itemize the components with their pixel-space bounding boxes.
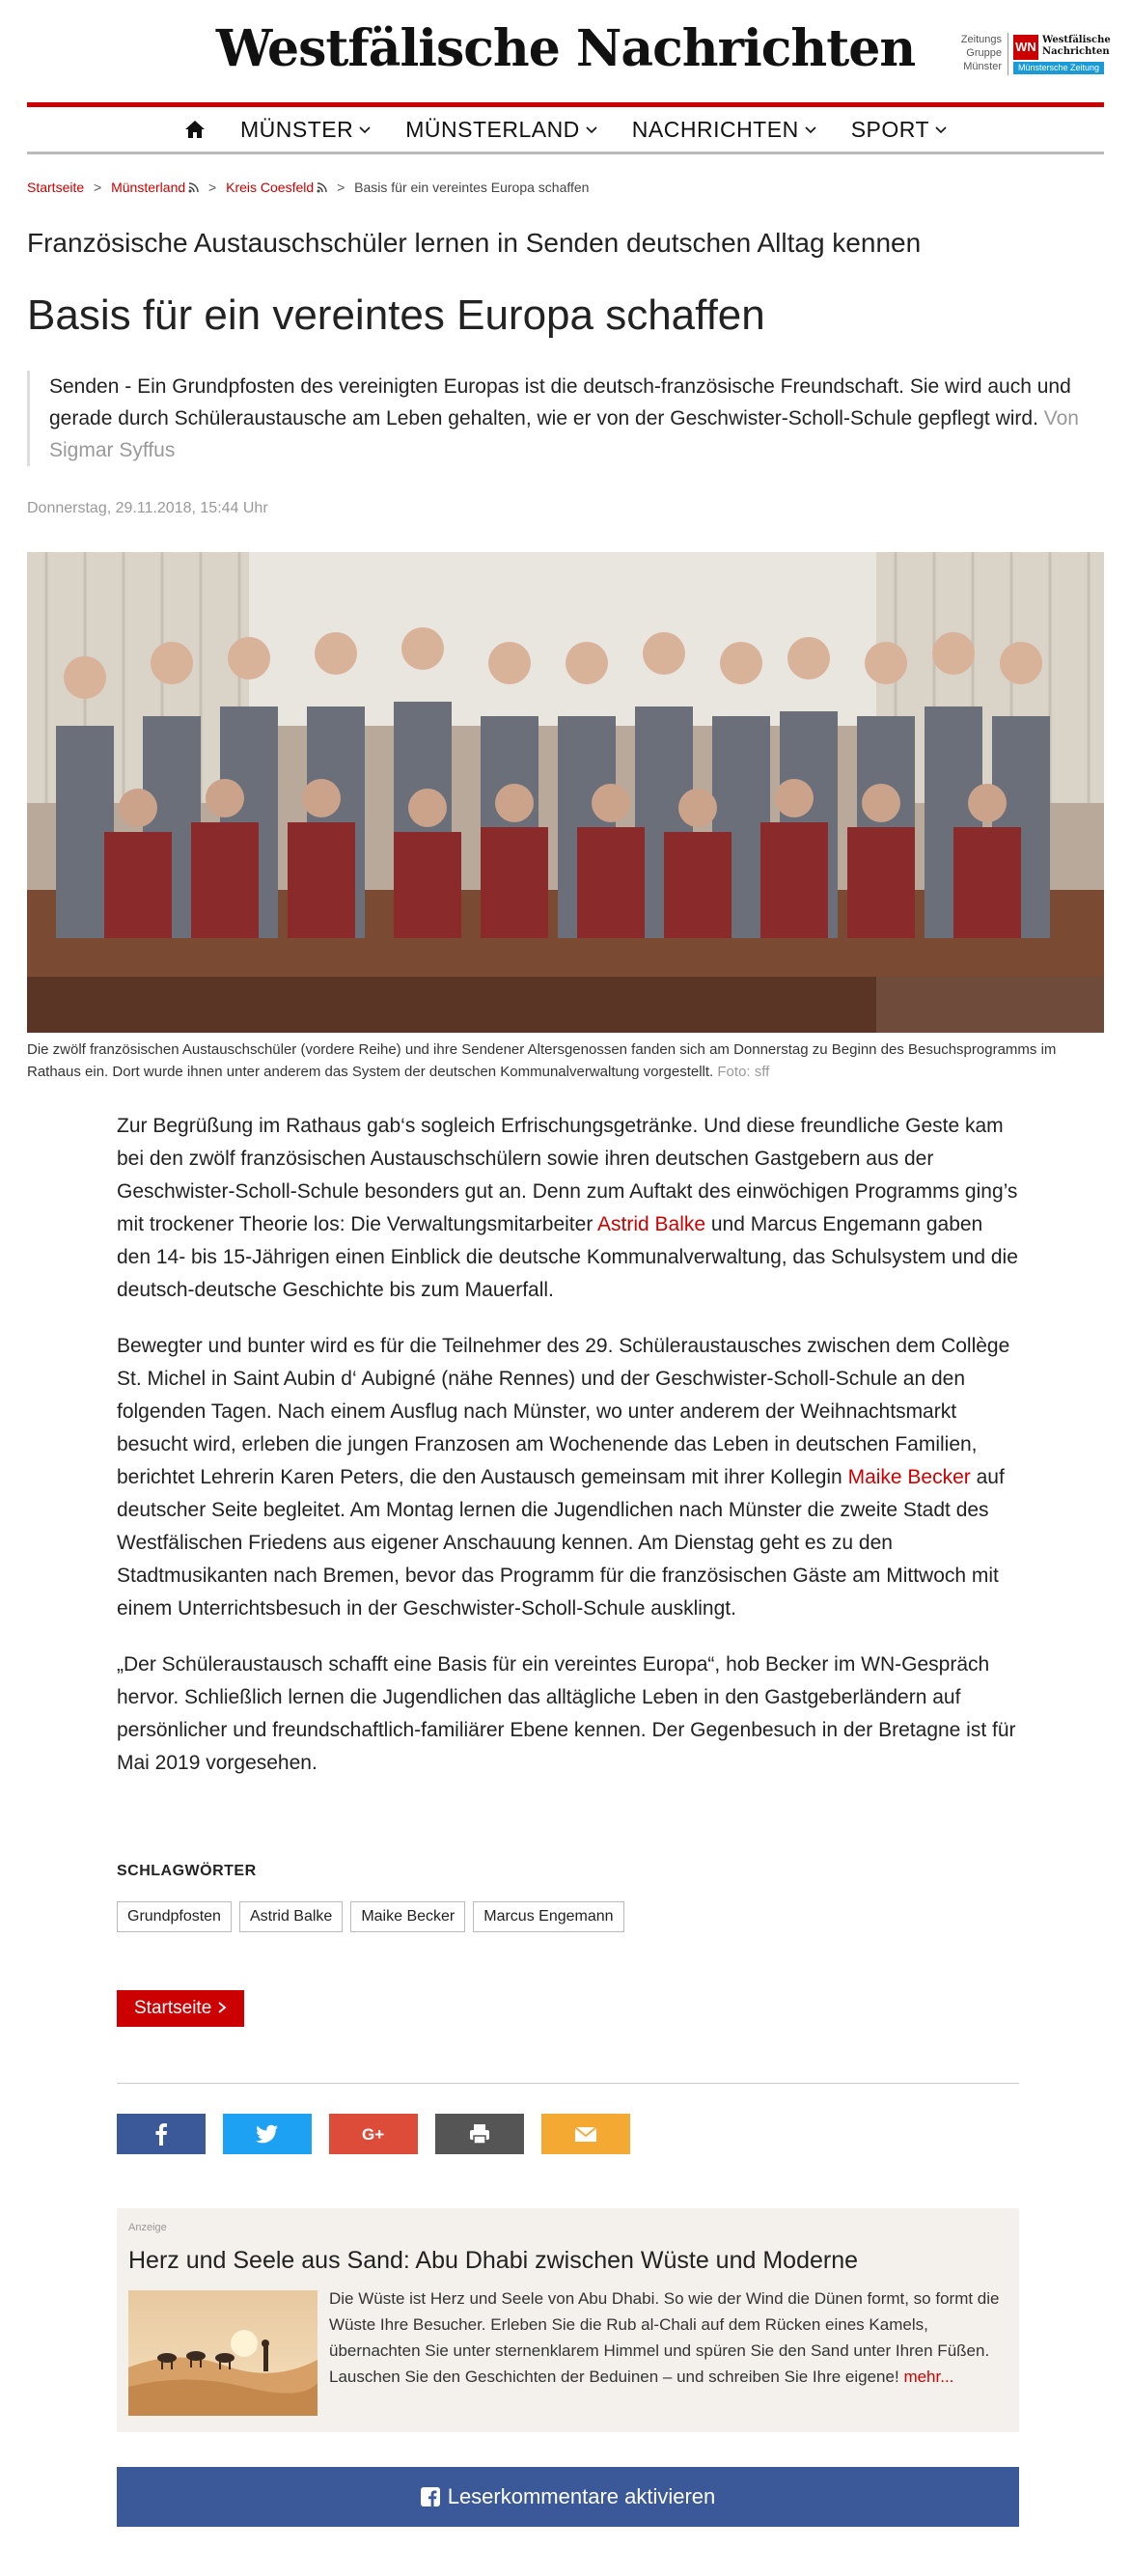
breadcrumb: [27, 180, 589, 195]
paragraph: „Der Schüleraustausch schafft eine Basis für ein vereintes Europa“, hob Becker im WN-Gespräch hervor. Schließlich lernen die Jugendlichen das alltägliche Leben in den Gastgeberländern auf persönlicher und freundschaftlich-familiärer Ebene kennen. Der Gegenbesuch in der Bretagne ist für Mai 2019 vorgesehen.: [117, 1653, 1016, 1774]
photo-caption: Die zwölf französischen Austauschschüler (vordere Reihe) und ihre Sendener Altersgenossen fanden sich am Donnerstag zu Beginn des Besuchsprogramms im Rathaus ein. Dort wurde ihnen unter anderem das System der deutschen Kommunalverwaltung vorgestellt. Foto: sff: [27, 1041, 1057, 1080]
ad-text: Die Wüste ist Herz und Seele von Abu Dhabi. So wie der Wind die Dünen formt, so formt die Wüste Ihre Besucher. Erleben Sie die Rub al-Chali auf dem Rücken eines Kamels, übernachten Sie unter sternenklarem Himmel und spüren Sie den Sand unter Ihren Füßen. Lauschen Sie den Geschichten der Beduinen – und schreiben Sie Ihre eigene! mehr...: [329, 2289, 1000, 2386]
nav-item-muenster[interactable]: MÜNSTER: [240, 117, 371, 143]
group-photo-image: [27, 552, 1104, 1033]
article-body: [117, 1110, 1019, 1803]
share-bar: [117, 2114, 630, 2154]
tags-title: SCHLAGWÖRTER: [117, 1863, 257, 1879]
print-button[interactable]: [435, 2114, 524, 2154]
article-author: Von Sigmar Syffus: [49, 407, 1079, 461]
home-button[interactable]: Startseite: [117, 1990, 244, 2027]
site-logo[interactable]: Westfälische Nachrichten: [215, 19, 916, 78]
chevron-down-icon: [359, 124, 371, 135]
tag-astrid-balke[interactable]: Astrid Balke: [239, 1901, 343, 1932]
lead-text: Senden - Ein Grundpfosten des vereinigten Europas ist die deutsch-französische Freundschaft. Sie wird auch und gerade durch Schüleraustausche am Leben gehalten, wie er von der Geschwister-Scholl-Schule gepflegt wird.: [49, 375, 1071, 429]
brand-mz-label: Münstersche Zeitung: [1013, 62, 1104, 74]
paragraph: Bewegter und bunter wird es für die Teilnehmer des 29. Schüleraustausches zwischen dem Collège St. Michel in Saint Aubin d‘ Aubigné (nähe Rennes) und der Geschwister-Scholl-Schule an den folgenden Tagen. Nach einem Ausflug nach Münster, wo unter anderem der Weihnachtsmarkt besucht wird, erleben die jungen Franzosen am Wochenende das Leben in deutschen Familien, berichtet Lehrerin Karen Peters, die den Austausch gemeinsam mit ihrer Kollegin Maike Becker auf deutscher Seite begleitet. Am Montag lernen die Jugendlichen nach Münster die zweite Stadt des Westfälischen Friedens aus eigener Anschauung kennen. Am Dienstag geht es zu den Stadtmusikanten nach Bremen, bevor das Programm für die französischen Gäste am Mittwoch mit einem Unterrichtsbesuch in der Geschwister-Scholl-Schule ausklingt.: [117, 1335, 1010, 1620]
nav-item-nachrichten[interactable]: NACHRICHTEN: [632, 117, 816, 143]
facebook-icon: [421, 2487, 440, 2507]
chevron-down-icon: [586, 124, 597, 135]
chevron-down-icon: [935, 124, 947, 135]
twitter-icon: [255, 2121, 280, 2147]
home-icon[interactable]: [184, 120, 206, 139]
brand-wn-name: Westfälische Nachrichten: [1042, 35, 1111, 57]
tag-grundpfosten[interactable]: Grundpfosten: [117, 1901, 232, 1932]
article-photo[interactable]: [27, 552, 1104, 1033]
ad-title[interactable]: Herz und Seele aus Sand: Abu Dhabi zwischen Wüste und Moderne: [128, 2247, 859, 2274]
email-icon: [573, 2121, 598, 2147]
share-twitter-button[interactable]: [223, 2114, 312, 2154]
desert-camel-image: [128, 2290, 318, 2416]
nav-item-sport[interactable]: SPORT: [851, 117, 947, 143]
breadcrumb-separator: >: [208, 180, 217, 195]
paragraph: Zur Begrüßung im Rathaus gab‘s sogleich Erfrischungsgetränke. Und diese freundliche Geste kam bei den zwölf französischen Austauschschülern sowie ihren deutschen Gastgebern aus der Geschwister-Scholl-Schule besonders gut an. Denn zum Auftakt des einwöchigen Programms ging’s mit trockener Theorie los: Die Verwaltungsmitarbeiter Astrid Balke und Marcus Engemann gaben den 14- bis 15-Jährigen einen Einblick die deutsche Kommunalverwaltung, das Schulsystem und die deutsch-deutsche Geschichte bis zum Mauerfall.: [117, 1115, 1018, 1301]
ad-more-link[interactable]: mehr...: [903, 2368, 954, 2386]
nav-item-muensterland[interactable]: MÜNSTERLAND: [405, 117, 597, 143]
breadcrumb-current: Basis für ein vereintes Europa schaffen: [354, 180, 590, 195]
tag-list: [117, 1901, 624, 1932]
divider: [117, 2083, 1019, 2084]
rss-icon[interactable]: [188, 182, 199, 193]
share-google-plus-button[interactable]: [329, 2114, 418, 2154]
breadcrumb-home[interactable]: Startseite: [27, 180, 85, 195]
main-nav: [27, 107, 1104, 154]
activate-comments-button[interactable]: Leserkommentare aktivieren: [117, 2467, 1019, 2527]
chevron-down-icon: [805, 124, 816, 135]
print-icon: [467, 2121, 492, 2147]
tag-link-maike-becker[interactable]: Maike Becker: [847, 1466, 971, 1488]
breadcrumb-separator: >: [337, 180, 345, 195]
wn-logo-icon: WN: [1013, 35, 1038, 60]
article-subtitle: Französische Austauschschüler lernen in Senden deutschen Alltag kennen: [27, 228, 922, 258]
page: [27, 0, 1111, 2508]
publisher-brand[interactable]: [953, 33, 1111, 75]
article-title: Basis für ein vereintes Europa schaffen: [27, 291, 765, 339]
breadcrumb-kreis-coesfeld[interactable]: Kreis Coesfeld: [226, 180, 315, 195]
chevron-right-icon: [217, 2002, 227, 2013]
breadcrumb-separator: >: [94, 180, 102, 195]
photo-credit: Foto: sff: [717, 1064, 770, 1080]
tag-maike-becker[interactable]: Maike Becker: [350, 1901, 465, 1932]
ad-image[interactable]: [128, 2290, 318, 2416]
article-lead: [27, 371, 1104, 466]
brand-group-label: Zeitungs Gruppe Münster: [960, 34, 1002, 72]
share-facebook-button[interactable]: [117, 2114, 206, 2154]
svg-text:G+: G+: [362, 2125, 385, 2144]
google-plus-icon: [361, 2121, 386, 2147]
tag-link-astrid-balke[interactable]: Astrid Balke: [597, 1213, 706, 1235]
share-email-button[interactable]: [541, 2114, 630, 2154]
sponsored-teaser[interactable]: [117, 2208, 1019, 2432]
ad-label: Anzeige: [128, 2222, 167, 2233]
rss-icon[interactable]: [317, 182, 327, 193]
article-date: Donnerstag, 29.11.2018, 15:44 Uhr: [27, 500, 268, 516]
breadcrumb-muensterland[interactable]: Münsterland: [111, 180, 186, 195]
tag-marcus-engemann[interactable]: Marcus Engemann: [473, 1901, 623, 1932]
facebook-icon: [149, 2121, 174, 2147]
masthead: [27, 0, 1111, 100]
